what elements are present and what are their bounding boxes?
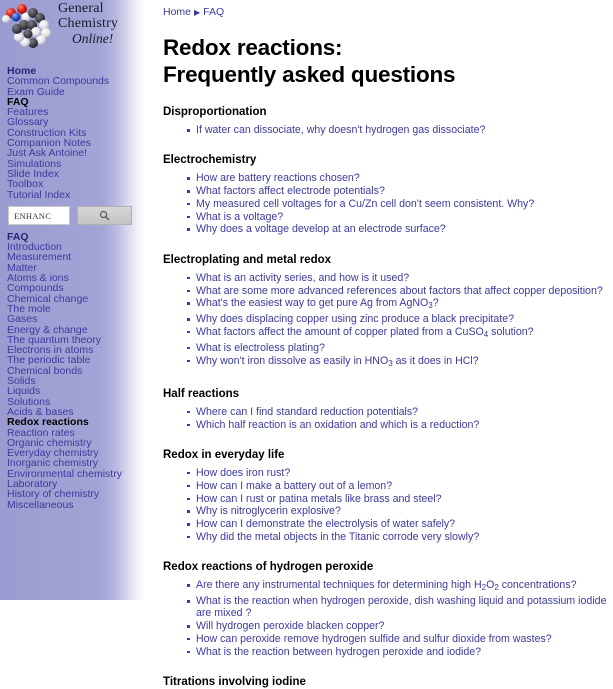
search-input[interactable]: ENHANC xyxy=(8,206,70,225)
question-list-item xyxy=(196,185,613,197)
question-list-item xyxy=(196,285,613,297)
question-list-item xyxy=(196,531,613,543)
faq-nav-item-matter[interactable]: Matter xyxy=(7,261,37,274)
section-heading: Electrochemistry xyxy=(163,154,257,167)
question-list-item xyxy=(196,326,613,341)
faq-nav-item-reaction-rates[interactable]: Reaction rates xyxy=(7,426,75,439)
question-list xyxy=(163,172,613,235)
search-icon xyxy=(99,210,110,221)
sidebar-item-glossary[interactable]: Glossary xyxy=(7,116,49,129)
question-list-item xyxy=(196,633,613,645)
question-list-item xyxy=(196,211,613,223)
faq-nav-item-everyday-chemistry[interactable]: Everyday chemistry xyxy=(7,447,99,460)
question-link[interactable]: What factors affect the amount of copper plated from a CuSO$_4$ solution? xyxy=(196,325,534,339)
question-link[interactable]: My measured cell voltages for a Cu/Zn cell don't seem consistent. Why? xyxy=(196,197,535,210)
question-list-item xyxy=(196,198,613,210)
question-link[interactable]: How can peroxide remove hydrogen sulfide and sulfur dioxide from wastes? xyxy=(196,632,552,645)
faq-nav-item-miscellaneous[interactable]: Miscellaneous xyxy=(7,498,74,511)
logo-line-2: Chemistry xyxy=(58,15,119,31)
site-logo[interactable] xyxy=(0,0,145,56)
question-list-item xyxy=(196,480,613,492)
question-link[interactable]: Are there any instrumental techniques for determining high $H_2O_2$ concentrations? xyxy=(196,579,577,593)
page-title-line-1: Redox reactions: xyxy=(163,35,343,60)
faq-nav-item-compounds[interactable]: Compounds xyxy=(7,282,64,295)
question-link[interactable]: Where can I find standard reduction potentials? xyxy=(196,405,419,418)
question-list xyxy=(163,406,613,431)
faq-nav-item-the-quantum-theory[interactable]: The quantum theory xyxy=(7,333,101,346)
question-link[interactable]: What is the reaction between hydrogen peroxide and iodide? xyxy=(196,645,482,658)
question-link[interactable]: Why did the metal objects in the Titanic corrode very slowly? xyxy=(196,530,480,543)
question-link[interactable]: What is a voltage? xyxy=(196,210,284,223)
breadcrumb-link-faq[interactable]: FAQ xyxy=(203,6,225,18)
faq-nav-item-faq[interactable]: FAQ xyxy=(7,230,29,243)
question-list-item xyxy=(196,342,613,354)
question-list-item xyxy=(196,620,613,632)
section-heading: Half reactions xyxy=(163,387,240,400)
question-link[interactable]: What is an activity series, and how is it used? xyxy=(196,271,410,284)
question-link[interactable]: Why is nitroglycerin explosive? xyxy=(196,505,341,518)
breadcrumb-separator-icon: ▶ xyxy=(194,8,201,17)
faq-nav-item-solutions[interactable]: Solutions xyxy=(7,395,51,408)
faq-nav-item-environmental-chemistry[interactable]: Environmental chemistry xyxy=(7,467,122,480)
question-list xyxy=(163,124,613,136)
question-link[interactable]: What is electroless plating? xyxy=(196,341,325,354)
question-link[interactable]: What's the easiest way to get pure Ag from AgNO$_3$? xyxy=(196,297,439,311)
faq-nav-item-laboratory[interactable]: Laboratory xyxy=(7,477,58,490)
question-link[interactable]: How are battery reactions chosen? xyxy=(196,172,360,185)
section-heading: Redox reactions of hydrogen peroxide xyxy=(163,561,374,574)
question-link[interactable]: Which half reaction is an oxidation and which is a reduction? xyxy=(196,418,480,431)
faq-nav-item-electrons-in-atoms[interactable]: Electrons in atoms xyxy=(7,344,94,357)
question-link[interactable]: What factors affect electrode potentials? xyxy=(196,185,385,198)
question-list-item xyxy=(196,355,613,370)
question-list-item xyxy=(196,505,613,517)
sidebar-item-home[interactable]: Home xyxy=(7,65,37,77)
search-button[interactable] xyxy=(77,206,132,225)
faq-nav-item-atoms-ions[interactable]: Atoms & ions xyxy=(7,272,69,285)
question-list-item xyxy=(196,493,613,505)
sidebar-item-tutorial-index[interactable]: Tutorial Index xyxy=(7,188,71,201)
faq-nav-item-gases[interactable]: Gases xyxy=(7,313,38,326)
logo-line-3: Online! xyxy=(72,30,114,46)
question-link[interactable]: How can I demonstrate the electrolysis of water safely? xyxy=(196,518,456,531)
faq-nav-item-introduction[interactable]: Introduction xyxy=(7,241,62,254)
sidebar-item-construction-kits[interactable]: Construction Kits xyxy=(7,126,87,139)
sidebar-item-simulations[interactable]: Simulations xyxy=(7,157,62,170)
faq-nav-item-the-periodic-table[interactable]: The periodic table xyxy=(7,354,91,367)
question-list-item xyxy=(196,646,613,658)
question-list-item xyxy=(196,467,613,479)
question-list xyxy=(163,579,613,658)
faq-nav-item-liquids[interactable]: Liquids xyxy=(7,385,41,398)
section-heading: Electroplating and metal redox xyxy=(163,253,332,266)
faq-nav-item-organic-chemistry[interactable]: Organic chemistry xyxy=(7,436,92,449)
question-link[interactable]: What is the reaction when hydrogen peroxide, dish washing liquid and potassium iodide are mixed ? xyxy=(196,595,607,620)
breadcrumb-link-home[interactable]: Home xyxy=(163,6,192,18)
breadcrumb xyxy=(163,0,613,18)
sidebar-item-just-ask-antoine[interactable]: Just Ask Antoine! xyxy=(7,147,87,160)
question-link[interactable]: How does iron rust? xyxy=(196,466,291,479)
faq-nav-item-the-mole[interactable]: The mole xyxy=(7,302,51,315)
sidebar xyxy=(0,0,145,600)
faq-nav-item-chemical-bonds[interactable]: Chemical bonds xyxy=(7,364,83,377)
section-heading: Disproportionation xyxy=(163,106,267,118)
sidebar-item-common-compounds[interactable]: Common Compounds xyxy=(7,75,110,88)
question-list-item xyxy=(196,172,613,184)
question-list xyxy=(163,272,613,370)
sidebar-item-companion-notes[interactable]: Companion Notes xyxy=(7,137,92,150)
molecule-icon xyxy=(2,2,58,52)
question-link[interactable]: Why does a voltage develop at an electrode surface? xyxy=(196,223,446,236)
question-list-item xyxy=(196,313,613,325)
sidebar-item-toolbox[interactable]: Toolbox xyxy=(7,178,44,191)
question-list-item xyxy=(196,419,613,431)
question-list-item xyxy=(196,272,613,284)
question-list-item xyxy=(196,297,613,312)
sidebar-item-slide-index[interactable]: Slide Index xyxy=(7,167,59,180)
question-list xyxy=(163,467,613,543)
sidebar-item-faq[interactable]: FAQ xyxy=(7,95,29,108)
primary-nav xyxy=(7,66,145,200)
faq-nav-item-history-of-chemistry[interactable]: History of chemistry xyxy=(7,488,100,501)
faq-nav-item-acids-bases[interactable]: Acids & bases xyxy=(7,405,74,418)
question-list-item xyxy=(196,518,613,530)
question-link[interactable]: How can I make a battery out of a lemon? xyxy=(196,479,393,492)
question-list-item xyxy=(196,124,613,136)
sidebar-item-exam-guide[interactable]: Exam Guide xyxy=(7,85,65,98)
question-link[interactable]: Will hydrogen peroxide blacken copper? xyxy=(196,620,385,633)
question-list-item xyxy=(196,406,613,418)
section-heading: Titrations involving iodine xyxy=(163,676,306,689)
faq-nav-item-solids[interactable]: Solids xyxy=(7,375,36,388)
question-link[interactable]: How can I rust or patina metals like brass and steel? xyxy=(196,492,442,505)
faq-nav-item-measurement[interactable]: Measurement xyxy=(7,251,72,264)
section-heading: Redox in everyday life xyxy=(163,448,285,461)
question-link[interactable]: If water can dissociate, why doesn't hydrogen gas dissociate? xyxy=(196,124,486,136)
page-title xyxy=(163,34,613,88)
sidebar-item-features[interactable]: Features xyxy=(7,106,49,119)
question-link[interactable]: What are some more advanced references about factors that affect copper deposition? xyxy=(196,284,603,297)
logo-wordmark xyxy=(58,2,144,46)
search-area xyxy=(8,206,145,225)
faq-nav-item-inorganic-chemistry[interactable]: Inorganic chemistry xyxy=(7,457,99,470)
question-link[interactable]: Why won't iron dissolve as easily in $HNO_3$ as it does in HCl? xyxy=(196,354,479,368)
faq-nav-item-energy-change[interactable]: Energy & change xyxy=(7,323,88,336)
question-list-item xyxy=(196,579,613,594)
faq-topic-nav xyxy=(7,232,145,510)
logo-line-1: General xyxy=(58,1,104,16)
faq-nav-item-redox-reactions[interactable]: Redox reactions xyxy=(7,416,89,429)
faq-nav-item-chemical-change[interactable]: Chemical change xyxy=(7,292,89,305)
main-content xyxy=(163,0,613,689)
page-title-line-2: Frequently asked questions xyxy=(163,62,456,87)
faq-sections xyxy=(163,105,613,689)
question-list-item xyxy=(196,595,613,620)
question-list-item xyxy=(196,223,613,235)
question-link[interactable]: Why does displacing copper using zinc produce a black precipitate? xyxy=(196,313,514,326)
